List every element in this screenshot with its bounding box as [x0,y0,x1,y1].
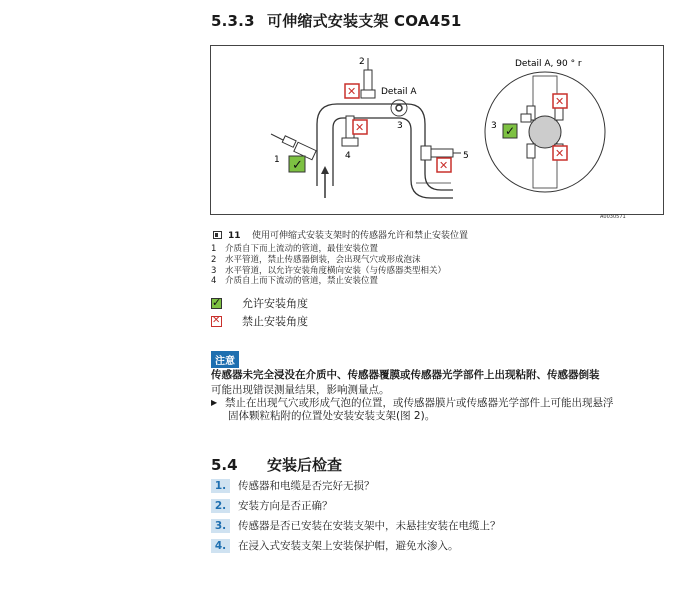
cross-icon [211,316,222,327]
notice-badge: 注意 [211,351,239,368]
figure-icon [213,231,222,239]
cross-glyph: ✕ [355,121,365,134]
figure-legend [211,244,446,287]
check-glyph: ✓ [505,124,516,138]
cross-glyph: ✕ [555,147,565,160]
cross-glyph: ✕ [347,85,357,98]
symbol-forbidden: ✕禁止安装角度 [211,313,308,329]
legend-item: 2 水平管道，禁止传感器倒装，会出现气穴或形成泡沫 [211,254,421,265]
detail-a-label: Detail A [381,87,417,97]
check-step: 2. 安装方向是否正确？ [211,498,333,513]
section2-heading [211,454,342,475]
check-step: 1. 传感器和电缆是否完好无损？ [211,478,375,493]
bullet-arrow-icon: ▶ [211,398,218,407]
label-5: 5 [463,151,469,161]
label-4: 4 [345,151,351,161]
section2-title: 安装后检查 [267,456,343,474]
symbol-allowed: ✓允许安装角度 [211,295,308,311]
check-step: 4. 在浸入式安装支架上安装保护帽，避免水渗入。 [211,538,459,553]
figure-caption [213,228,468,241]
label-3: 3 [397,121,403,131]
section2-number: 5.4 [211,456,238,474]
installation-figure [210,45,664,215]
check-step: 3. 传感器是否已安装在安装支架中，未悬挂安装在电缆上？ [211,518,501,533]
check-glyph: ✓ [292,158,303,173]
figure-number: 11 [228,231,241,241]
notice-text: 可能出现错误测量结果，影响测量点。 [211,384,390,396]
label-2: 2 [359,57,365,67]
notice-bullet: ▶ 禁止在出现气穴或形成气泡的位置，或传感器膜片或传感器光学部件上可能出现悬浮 固体颗粒粘附的位置处安装安装支架(图 2)。 [211,397,614,422]
label-1: 1 [274,155,280,165]
legend-item: 1 介质自下而上流动的管道，最佳安装位置 [211,244,379,254]
detail-a-rotated-label: Detail A, 90 ° r [515,59,582,69]
figure-code: A0030571 [600,214,626,220]
installation-diagram [211,46,663,214]
section-heading [211,10,462,31]
check-icon [211,298,222,309]
legend-item: 4 介质自上而下流动的管道，禁止安装位置 [211,276,379,287]
notice-title: 传感器未完全浸没在介质中、传感器覆膜或传感器光学部件上出现粘附、传感器倒装 [211,369,600,381]
figure-caption-text: 使用可伸缩式安装支架时的传感器允许和禁止安装位置 [252,231,469,241]
label-3-detail: 3 [491,121,497,131]
legend-item: 3 水平管道，以允许安装角度横向安装（与传感器类型相关） [211,265,447,276]
cross-glyph: ✕ [439,159,449,172]
section-title: 可伸缩式安装支架 COA451 [267,12,462,30]
cross-glyph: ✕ [555,95,565,108]
section-number: 5.3.3 [211,12,255,30]
